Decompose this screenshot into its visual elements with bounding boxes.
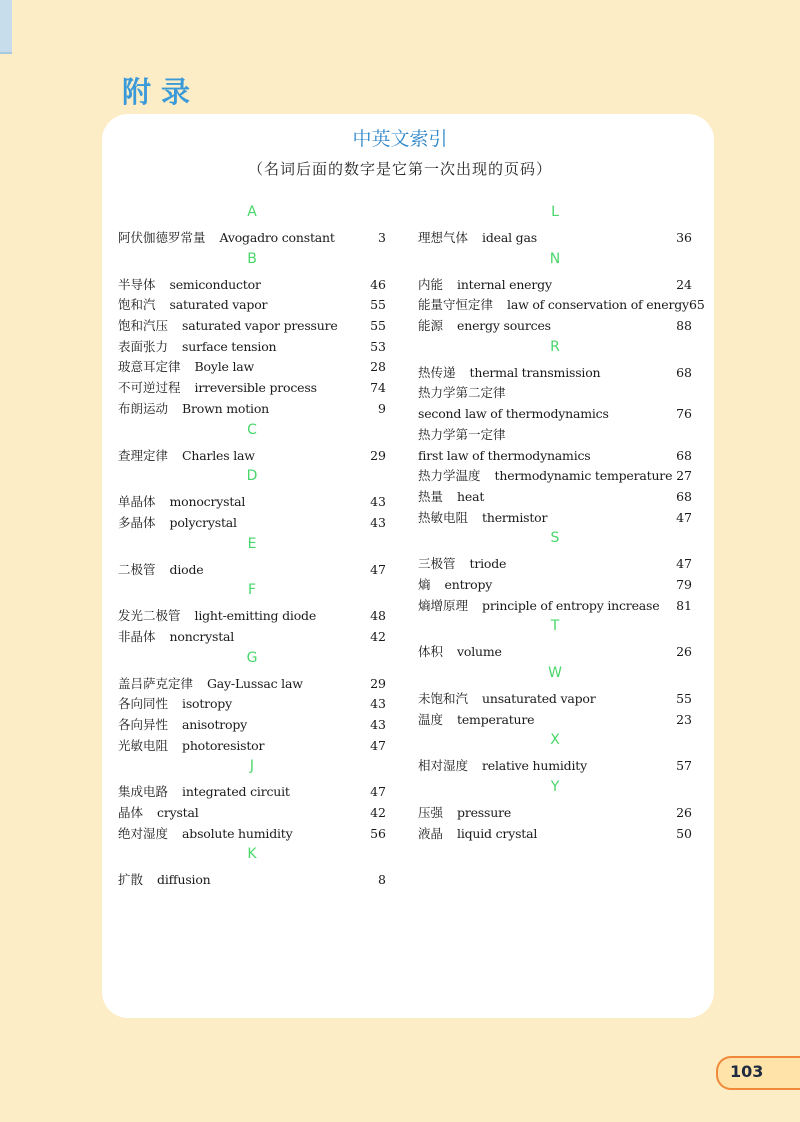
- entry-chinese-term: 表面张力: [118, 338, 169, 354]
- entry-chinese-term: 理想气体: [418, 230, 469, 245]
- entry-page-number: 9: [378, 400, 386, 416]
- entry-page-number: 47: [676, 556, 692, 572]
- index-letter-heading: B: [247, 250, 257, 267]
- entry-english-term: Avogadro constant: [219, 230, 335, 245]
- entry-chinese-term: 内能: [418, 276, 444, 292]
- entry-chinese-term: 各向异性: [118, 717, 169, 732]
- entry-chinese-term: 饱和汽压: [118, 318, 169, 334]
- entry-chinese-term: 能量守恒定律: [418, 297, 494, 313]
- entry-page-number: 47: [370, 561, 386, 577]
- entry-chinese-term: 扩散: [118, 872, 144, 888]
- entry-page-number: 28: [370, 359, 386, 375]
- entry-page-number: 55: [370, 318, 386, 334]
- entry-english-term: saturated vapor pressure: [182, 318, 338, 334]
- entry-english-term: saturated vapor: [169, 297, 268, 313]
- entry-page-number: 42: [370, 628, 386, 644]
- entry-page-number: 76: [676, 406, 692, 422]
- entry-chinese-term: 相对湿度: [418, 758, 469, 774]
- index-entry: [118, 870, 386, 891]
- entry-page-number: 46: [370, 276, 386, 292]
- entry-chinese-term: 发光二极管: [118, 608, 181, 624]
- entry-english-term: anisotropy: [182, 717, 248, 732]
- entry-chinese-term: 盖吕萨克定律: [118, 675, 194, 691]
- side-tab-decoration: [0, 0, 12, 52]
- entry-english-term: isotropy: [182, 696, 232, 712]
- index-entry: [418, 575, 692, 596]
- index-subtitle: （名词后面的数字是它第一次出现的页码）: [247, 160, 552, 178]
- entry-english-term: internal energy: [457, 276, 552, 292]
- entry-english-term: volume: [457, 644, 502, 660]
- index-entry: [418, 689, 692, 710]
- entry-page-number: 3: [378, 230, 386, 245]
- entry-english-term: second law of thermodynamics: [418, 406, 609, 422]
- entry-page-number: 88: [676, 318, 692, 334]
- entry-page-number: 29: [370, 675, 386, 691]
- index-letter-heading: J: [249, 758, 255, 775]
- entry-chinese-term: 各向同性: [118, 696, 169, 712]
- entry-english-term: irreversible process: [194, 380, 317, 396]
- entry-page-number: 36: [676, 230, 692, 245]
- index-entry: [118, 316, 386, 337]
- index-entry: [418, 642, 692, 663]
- entry-english-term: crystal: [157, 805, 199, 821]
- entry-english-term: photoresistor: [182, 737, 265, 753]
- entry-english-term: relative humidity: [482, 758, 587, 774]
- entry-english-term: ideal gas: [482, 230, 537, 245]
- entry-page-number: 47: [370, 784, 386, 800]
- index-entry: [118, 378, 386, 399]
- entry-chinese-term: 热力学第一定律: [418, 426, 506, 442]
- index-entry: [418, 508, 692, 529]
- index-entry: [118, 736, 386, 757]
- index-column-left: [118, 202, 386, 891]
- entry-chinese-term: 光敏电阻: [118, 737, 169, 753]
- entry-page-number: 47: [370, 737, 386, 753]
- entry-english-term: polycrystal: [169, 514, 237, 530]
- index-entry: [118, 606, 386, 627]
- entry-english-term: integrated circuit: [182, 784, 290, 800]
- entry-chinese-term: 温度: [418, 711, 444, 727]
- index-entry: [418, 228, 692, 249]
- entry-page-number: 68: [676, 364, 692, 380]
- entry-chinese-term: 单晶体: [118, 494, 156, 510]
- entry-chinese-term: 能源: [418, 318, 444, 334]
- entry-page-number: 42: [370, 805, 386, 821]
- entry-chinese-term: 半导体: [118, 276, 156, 292]
- entry-page-number: 65: [688, 297, 705, 313]
- entry-page-number: 55: [676, 691, 692, 706]
- entry-english-term: temperature: [457, 711, 535, 727]
- index-letter-heading: F: [247, 582, 257, 599]
- entry-chinese-term: 熵: [418, 576, 431, 592]
- entry-chinese-term: 热量: [418, 488, 444, 504]
- entry-page-number: 26: [676, 644, 692, 660]
- index-entry: [418, 803, 692, 824]
- entry-page-number: 81: [676, 597, 692, 613]
- index-entry: [118, 228, 386, 249]
- entry-page-number: 27: [676, 468, 692, 484]
- entry-chinese-term: 玻意耳定律: [118, 359, 181, 375]
- index-entry: [118, 782, 386, 803]
- entry-page-number: 29: [370, 447, 386, 463]
- index-entry: [418, 425, 692, 446]
- index-entry: [118, 627, 386, 648]
- entry-chinese-term: 阿伏伽德罗常量: [118, 230, 206, 245]
- index-letter-heading: T: [550, 618, 560, 635]
- index-letter-heading: L: [551, 204, 559, 220]
- entry-english-term: pressure: [457, 805, 512, 821]
- index-entry: [118, 492, 386, 513]
- entry-english-term: diode: [169, 561, 204, 577]
- entry-page-number: 79: [676, 576, 692, 592]
- entry-english-term: unsaturated vapor: [482, 691, 596, 706]
- entry-english-term: noncrystal: [169, 628, 235, 644]
- entry-english-term: Gay-Lussac law: [207, 675, 303, 691]
- index-letter-heading: G: [246, 649, 258, 666]
- entry-english-term: principle of entropy increase: [482, 597, 660, 613]
- index-entry: [418, 756, 692, 777]
- page-number: 103: [730, 1062, 764, 1081]
- entry-chinese-term: 绝对湿度: [118, 825, 169, 841]
- entry-chinese-term: 压强: [418, 805, 444, 821]
- entry-chinese-term: 查理定律: [118, 447, 169, 463]
- entry-english-term: surface tension: [182, 338, 277, 354]
- entry-chinese-term: 热敏电阻: [418, 509, 469, 525]
- entry-page-number: 50: [676, 825, 692, 841]
- index-column-right: [418, 202, 705, 844]
- entry-english-term: entropy: [444, 576, 493, 592]
- entry-english-term: first law of thermodynamics: [418, 447, 591, 463]
- entry-page-number: 53: [370, 338, 386, 354]
- index-entry: [418, 824, 692, 845]
- index-entry: [118, 560, 386, 581]
- index-entry: [118, 694, 386, 715]
- index-entry: [118, 513, 386, 534]
- entry-english-term: Charles law: [182, 447, 255, 463]
- index-entry: [118, 399, 386, 420]
- entry-english-term: absolute humidity: [182, 825, 293, 841]
- entry-english-term: thermal transmission: [469, 364, 601, 380]
- entry-page-number: 48: [370, 608, 386, 624]
- entry-page-number: 8: [378, 872, 386, 888]
- index-entry: [118, 337, 386, 358]
- entry-page-number: 57: [676, 758, 692, 774]
- index-title: 中英文索引: [352, 128, 448, 150]
- entry-page-number: 68: [676, 488, 692, 504]
- index-letter-heading: X: [550, 732, 560, 749]
- index-entry: [418, 487, 692, 508]
- entry-chinese-term: 热传递: [418, 364, 456, 380]
- entry-english-term: Brown motion: [182, 400, 270, 416]
- entry-chinese-term: 热力学温度: [418, 468, 481, 484]
- entry-english-term: liquid crystal: [457, 825, 538, 841]
- index-entry: [118, 295, 386, 316]
- index-entry: [118, 674, 386, 695]
- entry-english-term: energy sources: [457, 318, 551, 334]
- entry-english-term: diffusion: [157, 872, 211, 888]
- entry-english-term: light-emitting diode: [194, 608, 317, 624]
- entry-english-term: heat: [457, 488, 485, 504]
- index-entry: [418, 710, 692, 731]
- side-divider: [0, 52, 12, 54]
- entry-chinese-term: 体积: [418, 644, 444, 660]
- index-entry: [418, 466, 692, 487]
- index-entry: [118, 446, 386, 467]
- entry-page-number: 55: [370, 297, 386, 313]
- entry-chinese-term: 饱和汽: [118, 297, 156, 313]
- entry-chinese-term: 三极管: [418, 556, 456, 572]
- index-entry: [118, 803, 386, 824]
- section-title: 附录: [122, 75, 201, 109]
- entry-chinese-term: 布朗运动: [118, 400, 169, 416]
- entry-chinese-term: 晶体: [118, 805, 144, 821]
- entry-page-number: 56: [370, 825, 386, 841]
- entry-page-number: 23: [676, 711, 692, 727]
- index-entry: [418, 404, 692, 425]
- entry-english-term: thermodynamic temperature: [494, 468, 673, 484]
- entry-english-term: law of conservation of energy: [507, 297, 689, 313]
- entry-english-term: thermistor: [482, 509, 548, 525]
- entry-page-number: 74: [370, 380, 386, 396]
- index-entry: [118, 275, 386, 296]
- index-letter-heading: W: [548, 665, 562, 681]
- entry-chinese-term: 不可逆过程: [118, 380, 181, 396]
- entry-english-term: triode: [469, 556, 507, 572]
- index-letter-heading: Y: [550, 779, 560, 796]
- index-entry: [418, 363, 692, 384]
- index-letter-heading: A: [247, 204, 257, 220]
- entry-english-term: monocrystal: [169, 494, 246, 510]
- index-letter-heading: C: [247, 421, 257, 438]
- entry-page-number: 43: [370, 717, 386, 732]
- entry-chinese-term: 非晶体: [118, 628, 156, 644]
- index-entry: [418, 596, 692, 617]
- index-entry: [118, 715, 386, 736]
- entry-english-term: Boyle law: [194, 359, 255, 375]
- entry-page-number: 43: [370, 514, 386, 530]
- entry-chinese-term: 多晶体: [118, 514, 156, 530]
- index-entry: [118, 824, 386, 845]
- index-entry: [418, 554, 692, 575]
- index-letter-heading: S: [550, 530, 560, 547]
- index-entry: [418, 446, 692, 467]
- index-entry: [418, 295, 705, 316]
- index-letter-heading: R: [550, 338, 560, 355]
- entry-chinese-term: 未饱和汽: [418, 691, 469, 706]
- entry-chinese-term: 液晶: [418, 825, 444, 841]
- index-entry: [418, 275, 692, 296]
- index-entry: [418, 383, 692, 404]
- entry-page-number: 68: [676, 447, 692, 463]
- index-letter-heading: K: [247, 846, 257, 863]
- entry-page-number: 26: [676, 805, 692, 821]
- index-letter-heading: E: [247, 535, 257, 552]
- entry-page-number: 24: [676, 276, 692, 292]
- entry-chinese-term: 熵增原理: [418, 597, 469, 613]
- index-entry: [418, 316, 692, 337]
- entry-page-number: 43: [370, 696, 386, 712]
- index-entry: [118, 357, 386, 378]
- entry-english-term: semiconductor: [169, 276, 261, 292]
- entry-page-number: 43: [370, 494, 386, 510]
- entry-chinese-term: 二极管: [118, 561, 156, 577]
- index-letter-heading: D: [246, 468, 258, 485]
- entry-chinese-term: 热力学第二定律: [418, 385, 506, 401]
- index-letter-heading: N: [549, 250, 561, 267]
- entry-page-number: 47: [676, 509, 692, 525]
- entry-chinese-term: 集成电路: [118, 784, 169, 800]
